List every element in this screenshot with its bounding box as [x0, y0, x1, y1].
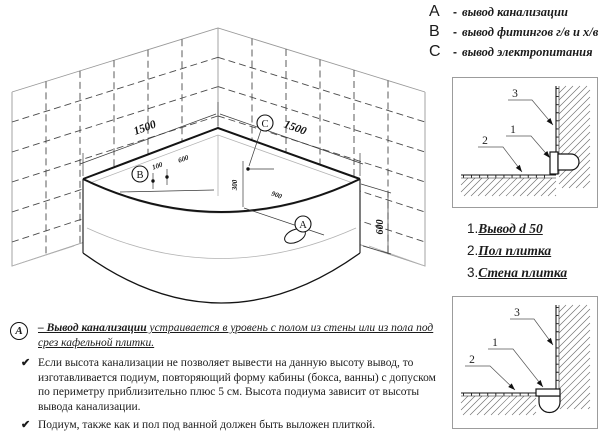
parts-label-floor-tile: Пол плитка — [478, 243, 552, 258]
parts-item-2 — [467, 243, 567, 265]
svg-text:B: B — [136, 170, 144, 181]
callout-1: 1 — [510, 124, 516, 136]
callout-3: 3 — [512, 88, 518, 100]
dim-right-1500: 1500 — [282, 118, 308, 138]
marker-c — [257, 115, 273, 131]
legend-dash: - — [453, 45, 457, 59]
detail-wall-outlet-section — [452, 77, 598, 208]
corner-bath-isometric-drawing — [0, 25, 450, 325]
legend-item-c — [429, 43, 598, 63]
parts-label-wall-tile: Стена плитка — [478, 265, 568, 280]
callout-3: 3 — [514, 307, 520, 319]
corner-bathtub — [12, 128, 425, 303]
note-bullet-podium — [4, 356, 456, 414]
marker-b — [132, 166, 148, 182]
legend — [429, 3, 598, 63]
parts-item-1 — [467, 221, 567, 243]
parts-num: 1. — [467, 221, 479, 236]
dim-600-height: 600 — [375, 219, 386, 235]
legend-label-a: вывод канализации — [462, 5, 568, 19]
checkmark-icon: ✔ — [21, 419, 31, 431]
callout-1: 1 — [492, 337, 498, 349]
svg-text:A: A — [299, 220, 307, 231]
note-lead-rest: устраивается в уровень с полом из стены или из пола под срез кафельной плитки. — [38, 322, 434, 349]
dim-300: 300 — [231, 179, 239, 191]
installation-notes — [4, 321, 456, 436]
dim-left-1500: 1500 — [132, 118, 158, 138]
legend-label-c: вывод электропитания — [462, 45, 593, 59]
dim-900: 900 — [270, 189, 283, 201]
legend-item-a — [429, 3, 598, 23]
dim-600-fittings: 600 — [177, 153, 190, 165]
parts-item-3 — [467, 265, 567, 287]
note-lead-bold: – Вывод канализации — [38, 322, 147, 334]
parts-num: 2. — [467, 243, 479, 258]
fitting-point-1 — [151, 179, 154, 182]
note-a-definition — [4, 321, 456, 351]
note-bullet-text: Подиум, также как и пол под ванной должен быть выложен плиткой. — [38, 419, 376, 431]
dim-100: 100 — [151, 160, 164, 172]
fitting-point-2 — [165, 175, 168, 178]
legend-label-b: вывод фитингов г/в и х/в — [462, 25, 599, 39]
note-bullet-text: Если высота канализации не позволяет вывести на данную высоту вывод, то изготавливается подиум, повторяющий форму кабины (бокса, ванны) с допуском по периметру приблизительно плюс 5 см. Высота подиума зависит от высоты вывода канализации. — [38, 357, 436, 413]
checkmark-icon: ✔ — [21, 357, 31, 369]
parts-num: 3. — [467, 265, 479, 280]
legend-letter-b: B — [429, 23, 440, 40]
parts-list — [467, 221, 567, 287]
marker-a — [295, 216, 311, 232]
svg-text:C: C — [261, 119, 269, 130]
power-point — [246, 167, 249, 170]
legend-letter-c: C — [429, 43, 441, 60]
legend-dash: - — [453, 25, 457, 39]
legend-dash: - — [453, 5, 457, 19]
callout-2: 2 — [482, 135, 488, 147]
circled-a-marker: A — [10, 322, 28, 340]
legend-item-b — [429, 23, 598, 43]
legend-letter-a: A — [429, 3, 440, 20]
note-bullet-tiling — [4, 418, 456, 433]
detail-floor-outlet-section — [452, 296, 598, 429]
parts-label-outlet: Вывод d 50 — [478, 221, 543, 236]
callout-2: 2 — [469, 354, 475, 366]
